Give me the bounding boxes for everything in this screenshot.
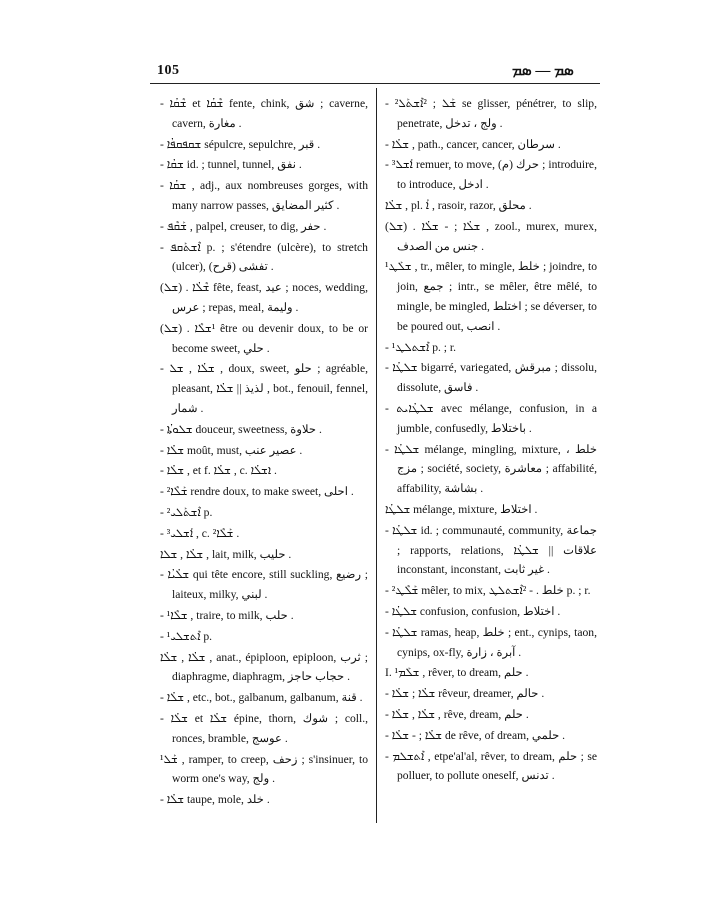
dictionary-entry: - ܫܠܳܐ ; - ܫܠܳܐ de rêve, of dream, حلمي . — [385, 728, 566, 742]
dictionary-entry: - ܫܠܛܳܐ bigarré, variegated, مبرقش ; dissolu, dissolute, فاسق . — [385, 361, 597, 395]
dictionary-entry: - ܫܠܳܐ , path., cancer, cancer, سرطان . — [385, 137, 561, 151]
dictionary-entry: - ܫܠܛܳܐ id. ; communauté, community, جماعة ; rapports, relations, علاقات || ܫܠܛܳܐ inconstant, inconstant, غير ثابت . — [385, 523, 597, 577]
dictionary-entry: - ܫܰܩܶܦ , palpel, creuser, to dig, حفر . — [160, 219, 327, 233]
dictionary-entry: - ܐܶܫܬܰܩܦ p. ; s'étendre (ulcère), to stretch (ulcer), تفشى (قرح) . — [160, 240, 368, 274]
dictionary-entry: - ¹ܐܶܫܬܠܛ p. ; r. — [385, 340, 457, 354]
right-column — [385, 94, 597, 787]
dictionary-entry: - ²ܐܶܫܬܰܠܝ p. — [160, 505, 213, 519]
dictionary-entry: - ܫܠܛܳܐ ramas, heap, خلط ; ent., cynips, taon, cynips, ox-fly, آبرة ، زارة . — [385, 625, 597, 659]
dictionary-entry: - ܫܠܘܬܳܐ douceur, sweetness, حلاوة . — [160, 422, 322, 436]
left-column — [160, 94, 368, 811]
dictionary-entry: - ܫܠܳܐ , ܫܠܳܐ , rêve, dream, حلم . — [385, 707, 529, 721]
dictionary-entry: - ܫܩܦܩܦܳܐ sépulcre, sepulchre, قبر . — [160, 137, 321, 151]
dictionary-entry: - ܫܠܛܳܐܝܬ avec mélange, confusion, in a jumble, confusedly, باختلاط . — [385, 401, 597, 435]
dictionary-entry: - ܐܶܬܫܠܡ , etpe'al'al, rêver, to dream, حلم ; se polluer, to pollute oneself, تدنس . — [385, 749, 597, 783]
dictionary-entry: - ܫܠܳܐ ; ܫܠܳܐ rêveur, dreamer, حالم . — [385, 687, 545, 701]
header-rule — [150, 83, 600, 84]
dictionary-entry: - ܫܠܳܐ et ܫܠܳܐ épine, thorn, شوك ; coll., ronces, bramble, عوسج . — [160, 711, 369, 745]
dictionary-entry: - ¹ܐܶܬܫܠܝ p. — [160, 629, 213, 643]
dictionary-entry: - ܫܩܳܐ id. ; tunnel, tunnel, نفق . — [160, 158, 302, 172]
dictionary-entry: - ²ܫܰܠܶܐ rendre doux, to make sweet, احلى . — [160, 485, 354, 499]
dictionary-entry: - ²ܫܰܠܶܛ mêler, to mix, خلط . - ²ܐܶܫܬܠܛ p. ; r. — [385, 584, 591, 598]
dictionary-entry: - ܫܠܳܝܳܐ qui tête encore, still suckling, رضيع ; laiteux, milky, لبني . — [160, 568, 369, 602]
dictionary-entry: - ܫܠܛܳܐ confusion, confusion, اختلاط . — [385, 604, 561, 618]
dictionary-entry: - ²ܫܰܠ ; ²ܐܶܫܬܰܠ se glisser, pénétrer, to slip, penetrate, ولج ، تدخل . — [385, 97, 597, 130]
dictionary-entry: - ܫܶܩܳܐ et ܫܶܩܳܐ fente, chink, شق ; caverne, cavern, مغارة . — [160, 97, 369, 130]
dictionary-entry: - ܫܠܳܐ moût, must, عصير عنب . — [160, 443, 303, 457]
dictionary-entry: (ܫܠ) . ܫܶܠܳܐ fête, feast, عيد ; noces, wedding, عرس ; repas, meal, وليمة . — [160, 281, 368, 314]
dictionary-entry: - ³ܐܰܫܠܝ , c. ²ܫܰܠܶܐ . — [160, 526, 240, 540]
dictionary-entry: ܫܠܛܳܐ mélange, mixture, اختلاط . — [385, 502, 538, 516]
dictionary-entry: I. ¹ܫܠܰܡ , rêver, to dream, حلم . — [385, 666, 529, 680]
dictionary-entry: - ܫܠܛܳܐ mélange, mingling, mixture, خلط ، مزج ; société, society, معاشرة ; affabilité, affability, بشاشة . — [385, 442, 597, 496]
dictionary-entry: - ܫܠܳܐ , et f. ܫܠܳܐ , c. ܐܫܠܳܐ . — [160, 464, 277, 478]
dictionary-entry: - ¹ܫܠܶܐ , traire, to milk, حلب . — [160, 608, 294, 622]
page-number: 105 — [157, 63, 180, 78]
dictionary-entry: - ܫܩܳܐ , adj., aux nombreuses gorges, with many narrow passes, كثير المضايق . — [160, 179, 368, 212]
dictionary-entry: - ܫܠܳܐ , ܫܠ , doux, sweet, حلو ; agréable, pleasant, لذيذ || ܫܠܳܐ , bot., fenouil, fennel, شمار . — [160, 362, 369, 415]
column-divider — [376, 88, 377, 823]
dictionary-entry: ܫܠܳܐ , ܫܠܳܐ , anat., épiploon, epiploon, ثرب ; diaphragme, diaphragm, حجاب حاجز . — [160, 650, 368, 684]
dictionary-entry: (ܫܠ) . ܫܠܳܐ ; - ܫܠܳܐ , zool., murex, murex, جنس من الصدف . — [385, 219, 598, 253]
dictionary-entry: - ܫܠܳܐ taupe, mole, خلد . — [160, 793, 270, 807]
dictionary-entry: ܫܠܳܐ , ܫܠܐ , lait, milk, حليب . — [160, 547, 292, 561]
dictionary-entry: - ³ܐܰܫܠ remuer, to move, (م) حرك ; introduire, to introduce, ادخل . — [385, 158, 597, 192]
dictionary-entry: - ܫܠܳܐ , etc., bot., galbanum, galbanum, قنة . — [160, 691, 363, 705]
dictionary-entry: ¹ܫܠܰܛ , tr., mêler, to mingle, خلط ; joindre, to join, جمع ; intr., se mêler, être mêlé, to mingle, be mingled, اختلط ; se déverser, to be poured out, انصب . — [385, 260, 597, 333]
running-head: ܣܡ — ܣܡ — [512, 63, 574, 79]
dictionary-entry: ¹ܫܰܠ , ramper, to creep, زحف ; s'insinuer, to worm one's way, ولج . — [160, 752, 368, 786]
dictionary-entry: ܫܠܳܐ , pl. ܐܳ , rasoir, razor, محلق . — [385, 198, 532, 212]
dictionary-entry: (ܫܠ) . ¹ܫܠܶܐ être ou devenir doux, to be or become sweet, حلي . — [160, 321, 368, 355]
